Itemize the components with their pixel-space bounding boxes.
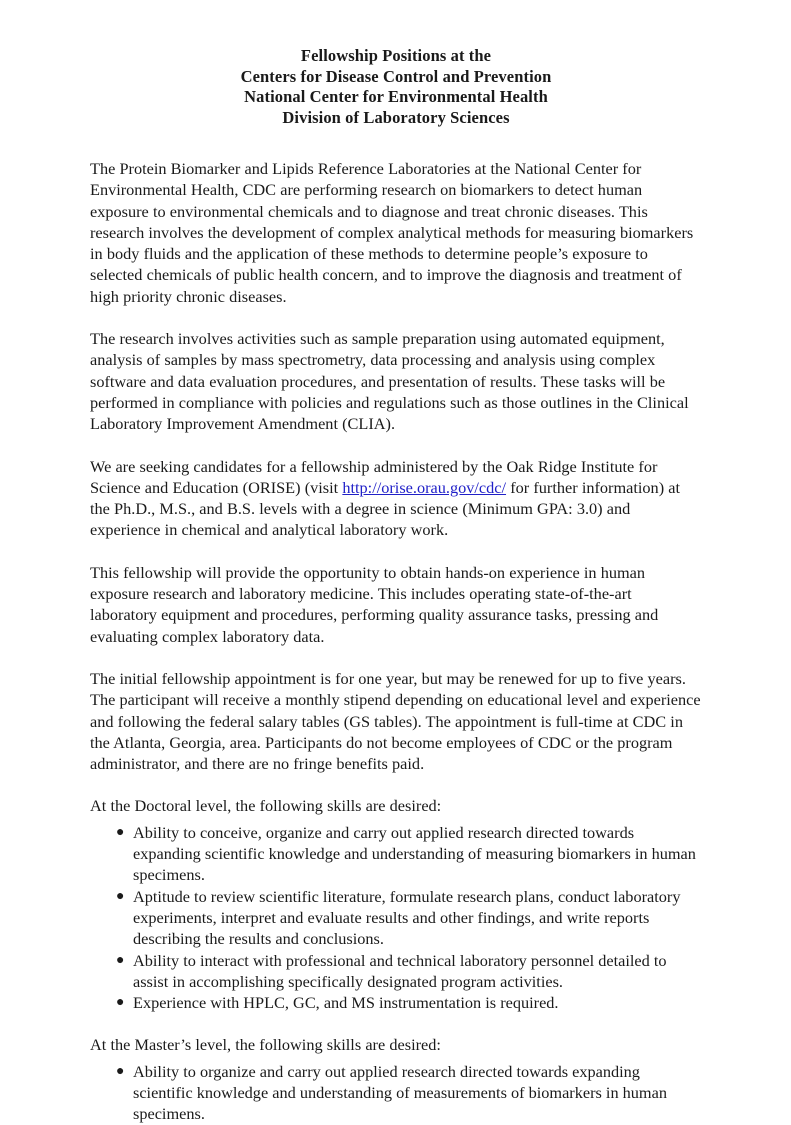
title-line-4: Division of Laboratory Sciences xyxy=(282,107,510,127)
list-item xyxy=(90,886,702,950)
list-item-text: Aptitude to review scientific literature, formulate research plans, conduct laboratory experiments, interpret and evaluate results and other findings, and write reports describing the results and conclusions. xyxy=(133,886,681,949)
paragraph-opportunity: This fellowship will provide the opportunity to obtain hands-on experience in human exposure research and laboratory medicine. This includes operating state-of-the-art laboratory equipment and procedures, performing quality assurance tasks, pressing and evaluating complex laboratory data. xyxy=(90,562,659,646)
document-body xyxy=(90,46,702,1125)
list-item-text: Ability to conceive, organize and carry out applied research directed towards expanding scientific knowledge and understanding of measuring biomarkers in human specimens. xyxy=(133,822,696,885)
bullet-icon: ● xyxy=(116,888,125,904)
title-line-1: Fellowship Positions at the xyxy=(300,46,492,65)
bullet-icon: ● xyxy=(116,824,125,840)
masters-skills-list xyxy=(90,1061,702,1125)
paragraph-candidates xyxy=(90,456,702,541)
list-item-text: Ability to interact with professional and technical laboratory personnel detailed to assist in accomplishing specifically designated program activities. xyxy=(133,950,667,991)
list-item xyxy=(90,1061,702,1125)
list-item xyxy=(90,992,702,1013)
document-title xyxy=(90,46,702,128)
title-line-2: Centers for Disease Control and Prevention xyxy=(240,66,552,86)
bullet-icon: ● xyxy=(116,952,125,968)
doctoral-skills-list xyxy=(90,822,702,1014)
paragraph-candidates-tail: for further information) at the Ph.D., M.S., and B.S. levels with a degree in science (Minimum GPA: 3.0) and experience in chemical and analytical laboratory work. xyxy=(90,477,681,540)
orise-link[interactable]: http://orise.orau.gov/cdc/ xyxy=(342,477,507,497)
bullet-icon: ● xyxy=(116,1063,125,1079)
list-item-text: Experience with HPLC, GC, and MS instrumentation is required. xyxy=(133,993,559,1013)
paragraph-research-activities: The research involves activities such as sample preparation using automated equipment, analysis of samples by mass spectrometry, data processing and analysis using complex software and data evaluation procedures, and presentation of results. These tasks will be performed in compliance with policies and regulations such as those outlines in the Clinical Laboratory Improvement Amendment (CLIA). xyxy=(90,329,689,434)
bullet-icon: ● xyxy=(116,995,125,1011)
list-item xyxy=(90,822,702,886)
list-item-text: Ability to organize and carry out applied research directed towards expanding scientific knowledge and understanding of measurements of biomarkers in human specimens. xyxy=(133,1061,667,1124)
title-line-3: National Center for Environmental Health xyxy=(244,87,548,106)
paragraph-overview: The Protein Biomarker and Lipids Reference Laboratories at the National Center for Environmental Health, CDC are performing research on biomarkers to detect human exposure to environmental chemicals and to diagnose and treat chronic diseases. This research involves the development of complex analytical methods for measuring biomarkers in body fluids and the application of these methods to determine people’s exposure to selected chemicals of public health concern, and to improve the diagnosis and treatment of high priority chronic diseases. xyxy=(90,159,694,306)
list-item xyxy=(90,950,702,993)
doctoral-skills-heading: At the Doctoral level, the following skills are desired: xyxy=(90,796,442,816)
paragraph-candidates-lead: We are seeking candidates for a fellowship administered by the Oak Ridge Institute for Science and Education (ORISE) (visit xyxy=(90,456,658,497)
paragraph-appointment: The initial fellowship appointment is for one year, but may be renewed for up to five years. The participant will receive a monthly stipend depending on educational level and experience and following the federal salary tables (GS tables). The appointment is full-time at CDC in the Atlanta, Georgia, area. Participants do not become employees of CDC or the program administrator, and there are no fringe benefits paid. xyxy=(90,668,701,774)
masters-skills-heading: At the Master’s level, the following skills are desired: xyxy=(90,1035,441,1055)
